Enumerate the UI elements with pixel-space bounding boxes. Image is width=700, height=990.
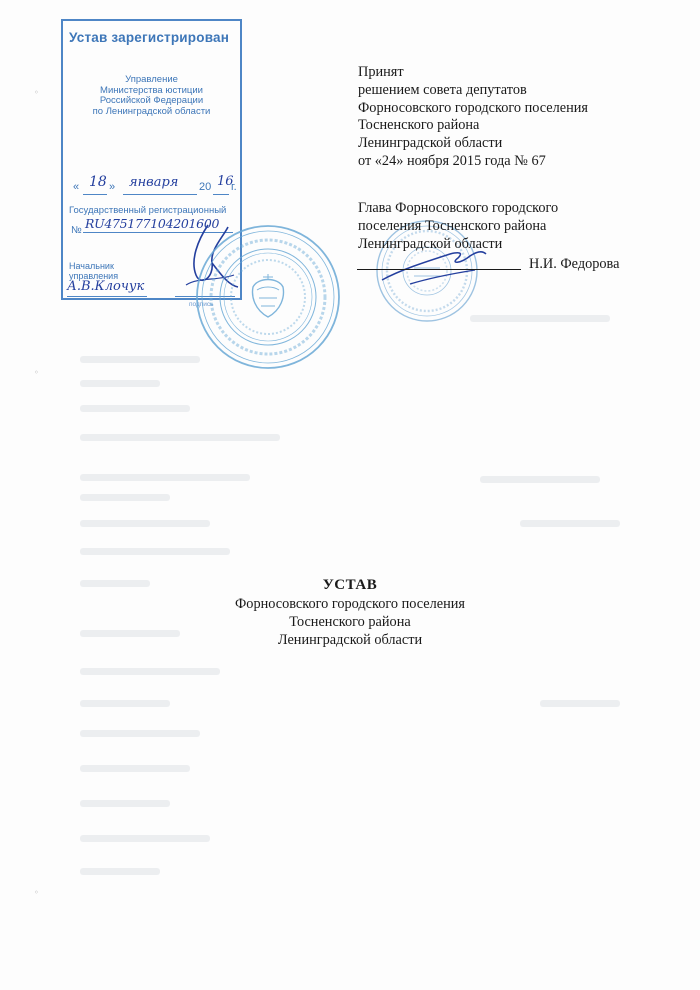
head-title-line: Глава Форносовского городского (358, 200, 559, 216)
head-title-line: Ленинградской области (358, 235, 503, 252)
registration-stamp-title: Устав зарегистрирован (69, 30, 230, 45)
date-quote-open: « (73, 181, 80, 193)
department-line: Управление (125, 74, 178, 85)
chief-label (69, 261, 118, 281)
head-of-settlement-block (358, 200, 558, 253)
registration-department (63, 75, 240, 117)
adoption-line: Тосненского района (358, 117, 480, 134)
document-subtitle-line: Ленинградской области (277, 632, 423, 648)
underline (67, 296, 147, 297)
date-month-handwritten: января (129, 175, 179, 190)
department-line: Российской Федерации (99, 95, 204, 106)
department-line: Министерства юстиции (100, 84, 203, 96)
department-line: по Ленинградской области (92, 105, 211, 117)
head-title-line: поселения Тосненского района (358, 217, 547, 234)
registration-number-sign: № (71, 225, 82, 236)
date-year-unit: г. (231, 181, 237, 193)
date-year-handwritten: 16 (217, 174, 234, 189)
registration-date (71, 174, 237, 195)
registration-number-handwritten: RU475177104201600 (85, 216, 220, 231)
document-subtitle-line: Тосненского района (289, 614, 411, 630)
date-quote-close: » (109, 181, 116, 193)
underline (83, 194, 107, 195)
margin-mark: ◦ (34, 888, 39, 897)
adoption-line: Ленинградской области (358, 135, 503, 152)
document-title-block (0, 576, 700, 649)
adoption-line: Форносовского городского поселения (358, 99, 588, 116)
margin-mark: ◦ (34, 368, 39, 377)
date-year-prefix: 20 (199, 181, 212, 193)
signatory-name: Н.И. Федорова (529, 256, 620, 272)
adoption-block (358, 64, 588, 171)
margin-mark: ◦ (34, 88, 39, 97)
document-subtitle-line: Форносовского городского поселения (235, 596, 465, 612)
chief-label-line: управления (69, 271, 119, 281)
registration-number-label: Государственный регистрационный (69, 205, 227, 216)
signature-line (357, 269, 521, 270)
adoption-line: решением совета депутатов (358, 81, 527, 98)
adoption-line: Принят (358, 64, 404, 80)
signature-label: подпись (189, 301, 214, 308)
chief-signature-name: А.В.Клочук (67, 279, 145, 294)
underline (213, 194, 229, 195)
document-title: УСТАВ (322, 577, 378, 593)
adoption-date-line: от «24» ноября 2015 года № 67 (358, 152, 546, 169)
underline (123, 194, 197, 195)
chief-label-line: Начальник (69, 261, 114, 271)
date-day-handwritten: 18 (89, 174, 107, 190)
ministry-round-seal (193, 222, 343, 372)
